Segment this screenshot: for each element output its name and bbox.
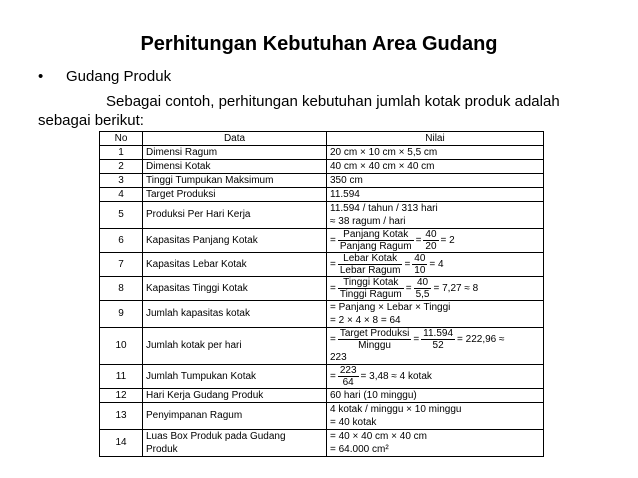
fraction-denominator: 10 (414, 265, 426, 276)
equals-sign: = (330, 235, 336, 247)
row-value: 350 cm (327, 174, 544, 188)
fraction-denominator: Tinggi Ragum (339, 289, 402, 300)
row-data (143, 430, 327, 457)
intro-line-2: sebagai berikut: (38, 112, 144, 129)
row-value (327, 301, 544, 328)
table-row (100, 202, 544, 229)
table-row (100, 188, 544, 202)
row-no: 4 (100, 188, 143, 202)
table-row (100, 328, 544, 365)
result: = 2 (440, 235, 455, 247)
fraction-denominator: 5,5 (415, 289, 430, 300)
result: = 222,96 ≈ (457, 334, 505, 346)
fraction (338, 328, 411, 351)
fraction-numerator: Lebar Kotak (343, 253, 398, 264)
row-value (327, 253, 544, 277)
header-data: Data (143, 132, 327, 146)
fraction-denominator: Minggu (338, 339, 411, 351)
table-row (100, 146, 544, 160)
row-data: Dimensi Ragum (143, 146, 327, 160)
equals-sign: = (415, 235, 422, 247)
equals-sign: = (330, 334, 336, 346)
fraction-numerator: 40 (416, 277, 429, 288)
table-row (100, 365, 544, 389)
row-value: 11.594 (327, 188, 544, 202)
row-value: 20 cm × 10 cm × 5,5 cm (327, 146, 544, 160)
row-data: Dimensi Kotak (143, 160, 327, 174)
fraction-denominator: 52 (421, 339, 455, 351)
intro-line-1: Sebagai contoh, perhitungan kebutuhan jumlah kotak produk adalah (106, 93, 560, 110)
row-data: Kapasitas Panjang Kotak (143, 229, 327, 253)
calculation-table (99, 131, 544, 457)
result: = 7,27 ≈ 8 (433, 283, 479, 295)
equals-sign: = (404, 259, 411, 271)
row-value (327, 365, 544, 389)
value-line-2: = 2 × 4 × 8 = 64 (330, 315, 401, 326)
bullet-item (38, 68, 171, 85)
table-row (100, 403, 544, 430)
value-line-1: 11.594 / tahun / 313 hari (330, 203, 438, 214)
row-data: Penyimpanan Ragum (143, 403, 327, 430)
fraction (338, 253, 403, 276)
row-value (327, 229, 544, 253)
fraction-numerator: Tinggi Kotak (343, 277, 399, 288)
row-data: Jumlah kapasitas kotak (143, 301, 327, 328)
fraction (412, 253, 427, 276)
table-row (100, 430, 544, 457)
table-row (100, 229, 544, 253)
row-no: 14 (100, 430, 143, 457)
fraction (338, 277, 404, 300)
row-value (327, 202, 544, 229)
fraction (423, 229, 438, 252)
row-value (327, 430, 544, 457)
fraction (414, 277, 432, 300)
fraction-numerator: 223 (339, 365, 357, 376)
result: = 3,48 ≈ 4 kotak (360, 371, 432, 383)
row-no: 5 (100, 202, 143, 229)
row-no: 3 (100, 174, 143, 188)
fraction-denominator: Panjang Ragum (339, 241, 412, 252)
equals-sign: = (330, 283, 336, 295)
row-value: 60 hari (10 minggu) (327, 389, 544, 403)
equals-sign: = (330, 259, 336, 271)
equals-sign: = (413, 334, 420, 346)
fraction (338, 365, 359, 388)
bullet-symbol: • (38, 68, 44, 85)
fraction-numerator: Panjang Kotak (343, 229, 409, 240)
table-row (100, 253, 544, 277)
table-row (100, 174, 544, 188)
row-value (327, 403, 544, 430)
row-no: 7 (100, 253, 143, 277)
row-data: Produksi Per Hari Kerja (143, 202, 327, 229)
fraction (338, 229, 414, 252)
row-data: Kapasitas Tinggi Kotak (143, 277, 327, 301)
fraction-denominator: Lebar Ragum (339, 265, 401, 276)
fraction-denominator: 20 (425, 241, 437, 252)
row-data: Tinggi Tumpukan Maksimum (143, 174, 327, 188)
row-value: 40 cm × 40 cm × 40 cm (327, 160, 544, 174)
header-no: No (100, 132, 143, 146)
table-row (100, 301, 544, 328)
row-no: 9 (100, 301, 143, 328)
value-line-2: = 64.000 cm² (330, 444, 389, 455)
fraction-denominator: 64 (338, 376, 359, 388)
value-line-1: 4 kotak / minggu × 10 minggu (330, 404, 462, 415)
header-value: Nilai (327, 132, 544, 146)
value-line-2: ≈ 38 ragum / hari (330, 216, 406, 227)
row-data: Kapasitas Lebar Kotak (143, 253, 327, 277)
row-no: 1 (100, 146, 143, 160)
row-no: 13 (100, 403, 143, 430)
table-header-row (100, 132, 544, 146)
data-line-1: Luas Box Produk pada Gudang (146, 431, 286, 442)
row-no: 10 (100, 328, 143, 365)
value-line-1: = 40 × 40 cm × 40 cm (330, 431, 427, 442)
row-no: 2 (100, 160, 143, 174)
value-line-1 (330, 328, 540, 351)
row-no: 6 (100, 229, 143, 253)
row-data: Jumlah Tumpukan Kotak (143, 365, 327, 389)
value-line-2: 223 (330, 352, 347, 363)
result: = 4 (429, 259, 444, 271)
row-data: Target Produksi (143, 188, 327, 202)
row-data: Jumlah kotak per hari (143, 328, 327, 365)
fraction-numerator: Target Produksi (339, 328, 410, 339)
table-row (100, 389, 544, 403)
bullet-text: Gudang Produk (66, 68, 172, 85)
fraction-numerator: 40 (414, 253, 426, 264)
fraction-numerator: 40 (425, 229, 437, 240)
table-row (100, 160, 544, 174)
equals-sign: = (405, 283, 412, 295)
data-line-2: Produk (146, 444, 178, 455)
row-no: 8 (100, 277, 143, 301)
row-value (327, 328, 544, 365)
row-no: 12 (100, 389, 143, 403)
fraction (421, 328, 455, 351)
slide-title: Perhitungan Kebutuhan Area Gudang (140, 33, 498, 55)
table-row (100, 277, 544, 301)
row-value (327, 277, 544, 301)
row-data: Hari Kerja Gudang Produk (143, 389, 327, 403)
value-line-2: = 40 kotak (330, 417, 377, 428)
fraction-numerator: 11.594 (423, 328, 454, 339)
row-no: 11 (100, 365, 143, 389)
value-line-1: = Panjang × Lebar × Tinggi (330, 302, 451, 313)
equals-sign: = (330, 371, 336, 383)
